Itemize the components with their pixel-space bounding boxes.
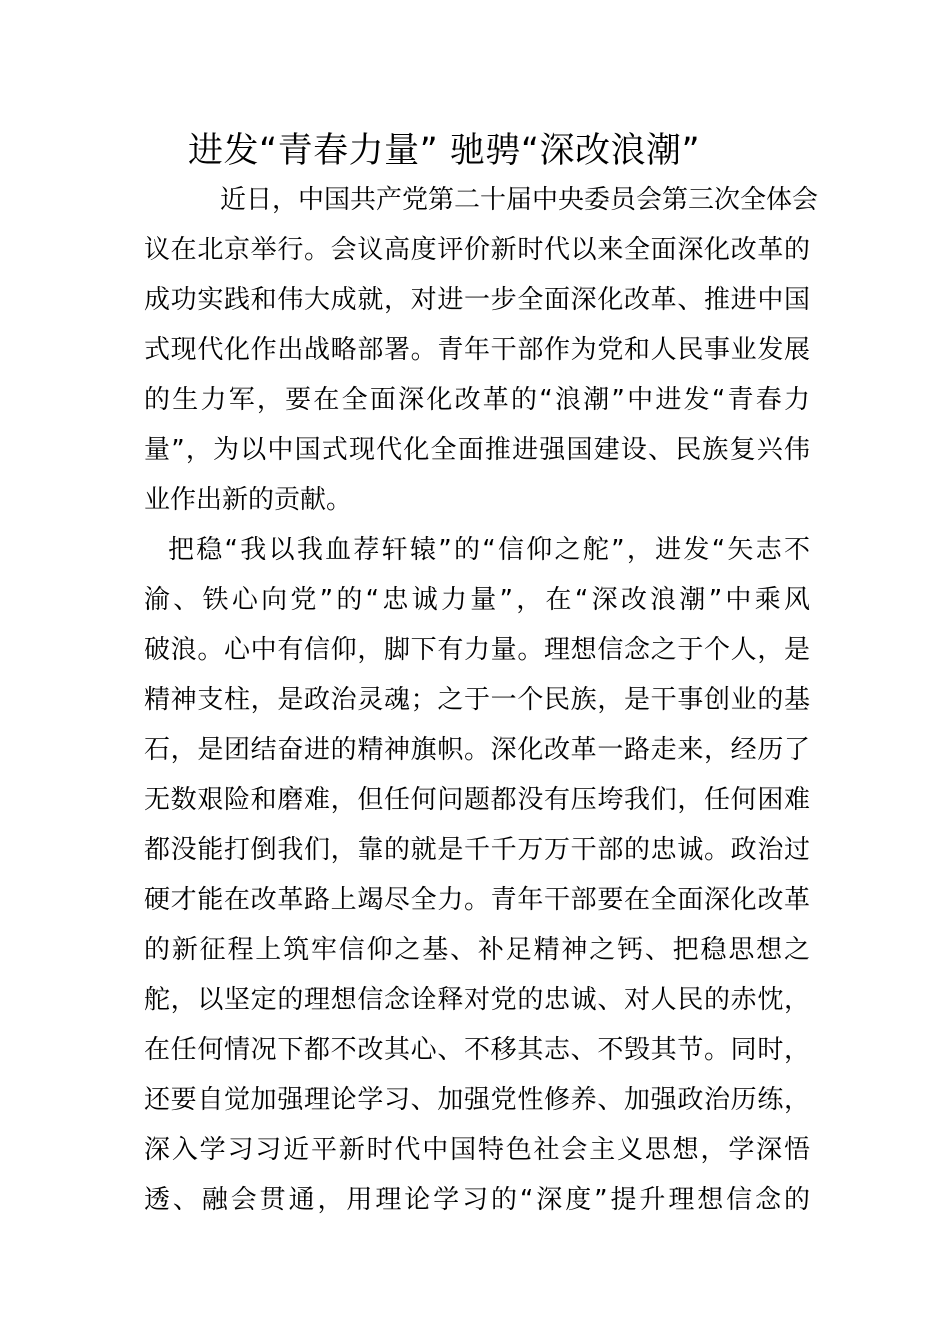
paragraph-2-line-2: 渝、铁心向党”的“忠诚力量”，在“深改浪潮”中乘风 xyxy=(144,585,810,615)
paragraph-2-line-3: 破浪。心中有信仰，脚下有力量。理想信念之于个人，是 xyxy=(144,635,810,665)
paragraph-2-line-7: 都没能打倒我们，靠的就是千千万万干部的忠诚。政治过 xyxy=(144,835,810,865)
paragraph-2-line-4: 精神支柱，是政治灵魂；之于一个民族，是干事创业的基 xyxy=(144,685,810,715)
paragraph-1-line-5: 的生力军，要在全面深化改革的“浪潮”中进发“青春力 xyxy=(144,385,810,415)
paragraph-2-line-9: 的新征程上筑牢信仰之基、补足精神之钙、把稳思想之 xyxy=(144,935,810,965)
paragraph-2-line-8: 硬才能在改革路上竭尽全力。青年干部要在全面深化改革 xyxy=(144,885,810,915)
paragraph-1-line-3: 成功实践和伟大成就，对进一步全面深化改革、推进中国 xyxy=(144,285,810,315)
paragraph-2-line-6: 无数艰险和磨难，但任何问题都没有压垮我们，任何困难 xyxy=(144,785,810,815)
paragraph-2-line-12: 还要自觉加强理论学习、加强党性修养、加强政治历练， xyxy=(144,1085,810,1115)
paragraph-2-line-5: 石，是团结奋进的精神旗帜。深化改革一路走来，经历了 xyxy=(144,735,810,765)
document-title: 进发“青春力量” 驰骋“深改浪潮” xyxy=(188,131,701,171)
paragraph-2-line-14: 透、融会贯通，用理论学习的“深度”提升理想信念的 xyxy=(144,1185,810,1215)
paragraph-1-line-6: 量”，为以中国式现代化全面推进强国建设、民族复兴伟 xyxy=(144,435,810,465)
paragraph-2 xyxy=(144,525,810,1225)
paragraph-2-line-1: 把稳“我以我血荐轩辕”的“信仰之舵”，进发“矢志不 xyxy=(168,535,810,565)
paragraph-1 xyxy=(144,175,819,525)
paragraph-1-line-4: 式现代化作出战略部署。青年干部作为党和人民事业发展 xyxy=(144,335,810,365)
paragraph-2-line-10: 舵，以坚定的理想信念诠释对党的忠诚、对人民的赤忱， xyxy=(144,985,810,1015)
paragraph-2-line-13: 深入学习习近平新时代中国特色社会主义思想，学深悟 xyxy=(144,1135,810,1165)
paragraph-2-line-11: 在任何情况下都不改其心、不移其志、不毁其节。同时， xyxy=(144,1035,810,1065)
paragraph-1-line-1: 近日，中国共产党第二十届中央委员会第三次全体会 xyxy=(220,185,819,215)
paragraph-1-line-2: 议在北京举行。会议高度评价新时代以来全面深化改革的 xyxy=(144,235,810,265)
paragraph-1-line-7: 业作出新的贡献。 xyxy=(144,485,353,515)
